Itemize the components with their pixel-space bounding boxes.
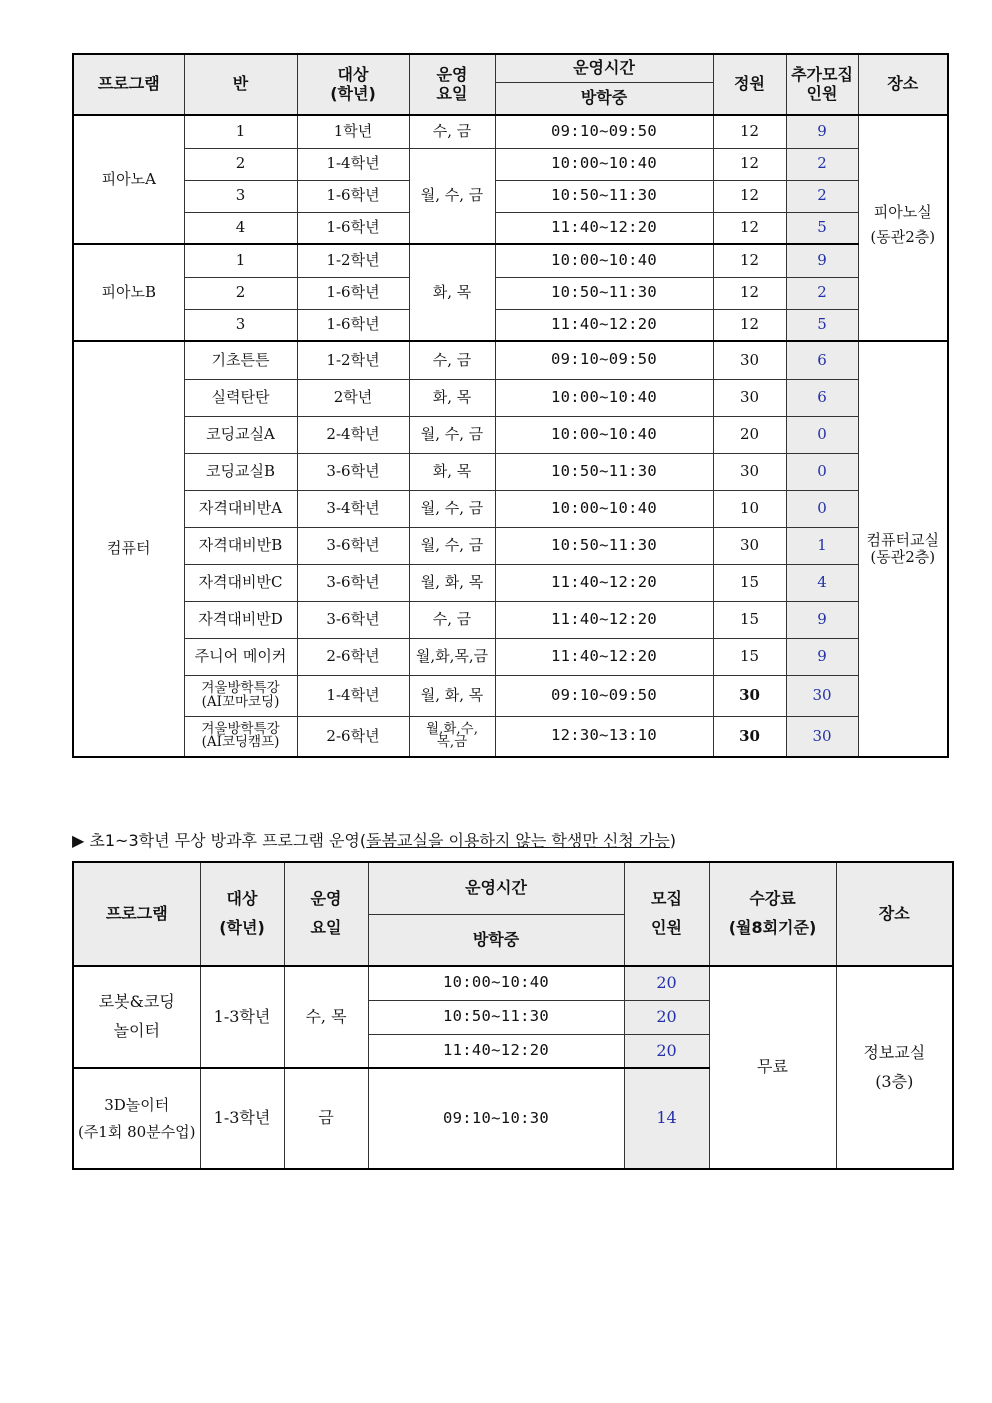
recruit-cell: 20 xyxy=(624,1034,709,1068)
grade-cell: 2학년 xyxy=(297,379,409,416)
table-row xyxy=(73,490,948,527)
table-row xyxy=(73,309,948,341)
header-target-sub: (학년) xyxy=(330,83,376,103)
class-cell: 코딩교실A xyxy=(184,416,297,453)
caption-text: 초1~3학년 무상 방과후 프로그램 운영( xyxy=(84,831,367,850)
header-fee-label: 수강료 xyxy=(749,889,796,909)
time-cell: 11:40~12:20 xyxy=(495,638,713,675)
robot-name: 로봇&코딩 xyxy=(98,992,175,1012)
3d-name: 3D놀이터 xyxy=(104,1095,170,1114)
class-cell xyxy=(184,716,297,757)
grade-cell: 1-2학년 xyxy=(297,244,409,277)
header-class: 반 xyxy=(184,54,297,115)
header-days xyxy=(284,862,368,966)
recruit-cell: 20 xyxy=(624,966,709,1000)
place-cell xyxy=(836,966,953,1169)
capacity-cell: 30 xyxy=(713,379,786,416)
capacity-cell: 12 xyxy=(713,212,786,244)
header-program: 프로그램 xyxy=(73,54,184,115)
time-cell: 12:30~13:10 xyxy=(495,716,713,757)
3d-name-sub: (주1회 80분수업) xyxy=(77,1122,196,1141)
days-cell: 수, 금 xyxy=(409,341,495,379)
table-row xyxy=(73,675,948,716)
extra-cell: 9 xyxy=(786,115,858,148)
header-days-label: 운영 xyxy=(436,65,468,85)
days-cell: 월, 화, 목 xyxy=(409,675,495,716)
extra-cell: 2 xyxy=(786,277,858,309)
place-label: 정보교실 xyxy=(863,1042,926,1062)
capacity-cell: 15 xyxy=(713,638,786,675)
time-cell: 09:10~10:30 xyxy=(368,1068,624,1169)
time-cell: 10:50~11:30 xyxy=(495,453,713,490)
extra-cell: 5 xyxy=(786,212,858,244)
grade-cell: 1-6학년 xyxy=(297,309,409,341)
extra-cell: 2 xyxy=(786,148,858,180)
time-cell: 10:00~10:40 xyxy=(495,148,713,180)
capacity-cell: 30 xyxy=(713,716,786,757)
recruit-cell: 20 xyxy=(624,1000,709,1034)
extra-cell: 2 xyxy=(786,180,858,212)
table-row xyxy=(73,341,948,379)
table-row xyxy=(73,638,948,675)
robot-name-sub: 놀이터 xyxy=(113,1021,160,1040)
place-piano xyxy=(858,115,948,341)
robot-grade: 1-3학년 xyxy=(200,966,284,1068)
days-cell: 수, 금 xyxy=(409,115,495,148)
grade-cell: 1-4학년 xyxy=(297,675,409,716)
header-recruit-label: 모집 xyxy=(651,889,682,909)
group-computer: 컴퓨터 xyxy=(73,341,184,757)
time-cell: 11:40~12:20 xyxy=(495,309,713,341)
header-place: 장소 xyxy=(858,54,948,115)
time-cell: 10:50~11:30 xyxy=(495,277,713,309)
days-cell: 화, 목 xyxy=(409,453,495,490)
header-target xyxy=(297,54,409,115)
grade-cell: 1-6학년 xyxy=(297,212,409,244)
table-row xyxy=(73,601,948,638)
place-computer xyxy=(858,341,948,757)
group-piano-a: 피아노A xyxy=(73,115,184,244)
capacity-cell: 30 xyxy=(713,675,786,716)
header-target-label: 대상 xyxy=(226,889,258,909)
capacity-cell: 30 xyxy=(713,341,786,379)
capacity-cell: 12 xyxy=(713,115,786,148)
table-row xyxy=(73,277,948,309)
extra-cell: 9 xyxy=(786,638,858,675)
capacity-cell: 12 xyxy=(713,277,786,309)
extra-cell: 30 xyxy=(786,716,858,757)
group-piano-b: 피아노B xyxy=(73,244,184,341)
extra-cell: 5 xyxy=(786,309,858,341)
caption-close: ) xyxy=(669,831,677,850)
days-cell: 화, 목 xyxy=(409,379,495,416)
extra-cell: 4 xyxy=(786,564,858,601)
header-time: 운영시간 xyxy=(495,54,713,82)
robot-days: 수, 목 xyxy=(284,966,368,1068)
free-program-caption xyxy=(72,828,676,851)
header-recruit xyxy=(624,862,709,966)
header-target-label: 대상 xyxy=(337,65,369,85)
grade-cell: 3-6학년 xyxy=(297,564,409,601)
class-cell: 코딩교실B xyxy=(184,453,297,490)
table-row xyxy=(73,527,948,564)
grade-cell: 3-6학년 xyxy=(297,527,409,564)
class-cell: 4 xyxy=(184,212,297,244)
capacity-cell: 15 xyxy=(713,601,786,638)
header-time-sub: 방학중 xyxy=(368,914,624,966)
extra-cell: 0 xyxy=(786,416,858,453)
grade-cell: 3-6학년 xyxy=(297,601,409,638)
class-cell: 자격대비반D xyxy=(184,601,297,638)
capacity-cell: 12 xyxy=(713,180,786,212)
table-row xyxy=(73,379,948,416)
capacity-cell: 30 xyxy=(713,453,786,490)
class-cell: 2 xyxy=(184,277,297,309)
time-cell: 11:40~12:20 xyxy=(495,212,713,244)
time-cell: 11:40~12:20 xyxy=(495,601,713,638)
class-sub: (AI코딩캠프) xyxy=(201,734,280,751)
3d-grade: 1-3학년 xyxy=(200,1068,284,1169)
time-cell: 10:50~11:30 xyxy=(368,1000,624,1034)
header-extra-label: 추가모집 xyxy=(791,65,853,85)
header-extra-sub: 인원 xyxy=(806,83,838,103)
grade-cell: 2-6학년 xyxy=(297,716,409,757)
extra-cell: 9 xyxy=(786,244,858,277)
grade-cell: 1-4학년 xyxy=(297,148,409,180)
time-cell: 10:00~10:40 xyxy=(495,379,713,416)
class-sub: (AI꼬마코딩) xyxy=(201,693,280,710)
place-piano-sub: (동관2층) xyxy=(870,227,936,246)
class-label: 겨울방학특강 xyxy=(201,720,280,737)
3d-program xyxy=(73,1068,200,1169)
table-row xyxy=(73,416,948,453)
days-cell: 월, 수, 금 xyxy=(409,416,495,453)
days-cell: 월,화,목,금 xyxy=(409,638,495,675)
class-cell: 주니어 메이커 xyxy=(184,638,297,675)
grade-cell: 1학년 xyxy=(297,115,409,148)
time-cell: 09:10~09:50 xyxy=(495,115,713,148)
header-time: 운영시간 xyxy=(368,862,624,914)
place-piano-label: 피아노실 xyxy=(873,203,932,222)
table-row xyxy=(73,453,948,490)
class-cell: 실력탄탄 xyxy=(184,379,297,416)
table-row xyxy=(73,244,948,277)
capacity-cell: 15 xyxy=(713,564,786,601)
table-row xyxy=(73,564,948,601)
header-target-sub: (학년) xyxy=(219,918,265,937)
class-cell: 자격대비반B xyxy=(184,527,297,564)
table-row xyxy=(73,180,948,212)
days-cell: 화, 목 xyxy=(409,244,495,341)
class-cell: 1 xyxy=(184,115,297,148)
days-cell: 수, 금 xyxy=(409,601,495,638)
time-cell: 10:50~11:30 xyxy=(495,527,713,564)
capacity-cell: 30 xyxy=(713,527,786,564)
grade-cell: 3-4학년 xyxy=(297,490,409,527)
class-cell: 2 xyxy=(184,148,297,180)
header-days-sub: 요일 xyxy=(436,83,468,103)
extra-cell: 1 xyxy=(786,527,858,564)
class-cell: 기초튼튼 xyxy=(184,341,297,379)
class-cell: 1 xyxy=(184,244,297,277)
header-days-label: 운영 xyxy=(310,889,342,909)
grade-cell: 3-6학년 xyxy=(297,453,409,490)
table-row xyxy=(73,966,953,1000)
days-cell: 월, 화, 목 xyxy=(409,564,495,601)
extra-cell: 6 xyxy=(786,341,858,379)
time-cell: 10:00~10:40 xyxy=(495,490,713,527)
arrow-marker-icon: ▶ xyxy=(72,831,85,850)
place-computer-label: 컴퓨터교실 xyxy=(866,530,939,549)
grade-cell: 2-4학년 xyxy=(297,416,409,453)
grade-cell: 2-6학년 xyxy=(297,638,409,675)
time-cell: 09:10~09:50 xyxy=(495,675,713,716)
caption-underlined: 돌봄교실을 이용하지 않는 학생만 신청 가능 xyxy=(366,831,670,850)
table-row xyxy=(73,148,948,180)
capacity-cell: 12 xyxy=(713,309,786,341)
header-time-sub: 방학중 xyxy=(495,82,713,115)
header-days xyxy=(409,54,495,115)
class-cell xyxy=(184,675,297,716)
header-capacity: 정원 xyxy=(713,54,786,115)
days-cell: 월, 수, 금 xyxy=(409,490,495,527)
3d-days: 금 xyxy=(284,1068,368,1169)
time-cell: 10:00~10:40 xyxy=(368,966,624,1000)
grade-cell: 1-6학년 xyxy=(297,180,409,212)
header-program: 프로그램 xyxy=(73,862,200,966)
table-row xyxy=(73,212,948,244)
days-cell xyxy=(409,716,495,757)
days-cell: 월, 수, 금 xyxy=(409,527,495,564)
class-cell: 3 xyxy=(184,309,297,341)
time-cell: 10:00~10:40 xyxy=(495,244,713,277)
fee-cell: 무료 xyxy=(709,966,836,1169)
extra-cell: 0 xyxy=(786,453,858,490)
class-cell: 자격대비반C xyxy=(184,564,297,601)
afterschool-program-table xyxy=(72,53,949,758)
table-row xyxy=(73,716,948,757)
days-label: 월,화,수, xyxy=(426,720,478,737)
extra-cell: 6 xyxy=(786,379,858,416)
capacity-cell: 10 xyxy=(713,490,786,527)
time-cell: 11:40~12:20 xyxy=(495,564,713,601)
time-cell: 10:00~10:40 xyxy=(495,416,713,453)
header-place: 장소 xyxy=(836,862,953,966)
capacity-cell: 12 xyxy=(713,244,786,277)
days-sub: 목,금 xyxy=(436,734,468,751)
class-label: 겨울방학특강 xyxy=(201,680,280,696)
header-target xyxy=(200,862,284,966)
capacity-cell: 12 xyxy=(713,148,786,180)
header-fee xyxy=(709,862,836,966)
days-cell: 월, 수, 금 xyxy=(409,148,495,244)
header-recruit-sub: 인원 xyxy=(651,918,682,937)
extra-cell: 30 xyxy=(786,675,858,716)
grade-cell: 1-2학년 xyxy=(297,341,409,379)
header-days-sub: 요일 xyxy=(310,918,342,937)
time-cell: 09:10~09:50 xyxy=(495,341,713,379)
place-computer-sub: (동관2층) xyxy=(870,548,936,566)
time-cell: 10:50~11:30 xyxy=(495,180,713,212)
time-cell: 11:40~12:20 xyxy=(368,1034,624,1068)
capacity-cell: 20 xyxy=(713,416,786,453)
grade-cell: 1-6학년 xyxy=(297,277,409,309)
extra-cell: 9 xyxy=(786,601,858,638)
recruit-cell: 14 xyxy=(624,1068,709,1169)
place-sub: (3층) xyxy=(875,1071,914,1091)
header-fee-sub: (월8회기준) xyxy=(728,918,817,937)
class-cell: 3 xyxy=(184,180,297,212)
extra-cell: 0 xyxy=(786,490,858,527)
header-extra xyxy=(786,54,858,115)
robot-coding-program xyxy=(73,966,200,1068)
class-cell: 자격대비반A xyxy=(184,490,297,527)
table-row xyxy=(73,115,948,148)
free-program-table xyxy=(72,861,954,1170)
